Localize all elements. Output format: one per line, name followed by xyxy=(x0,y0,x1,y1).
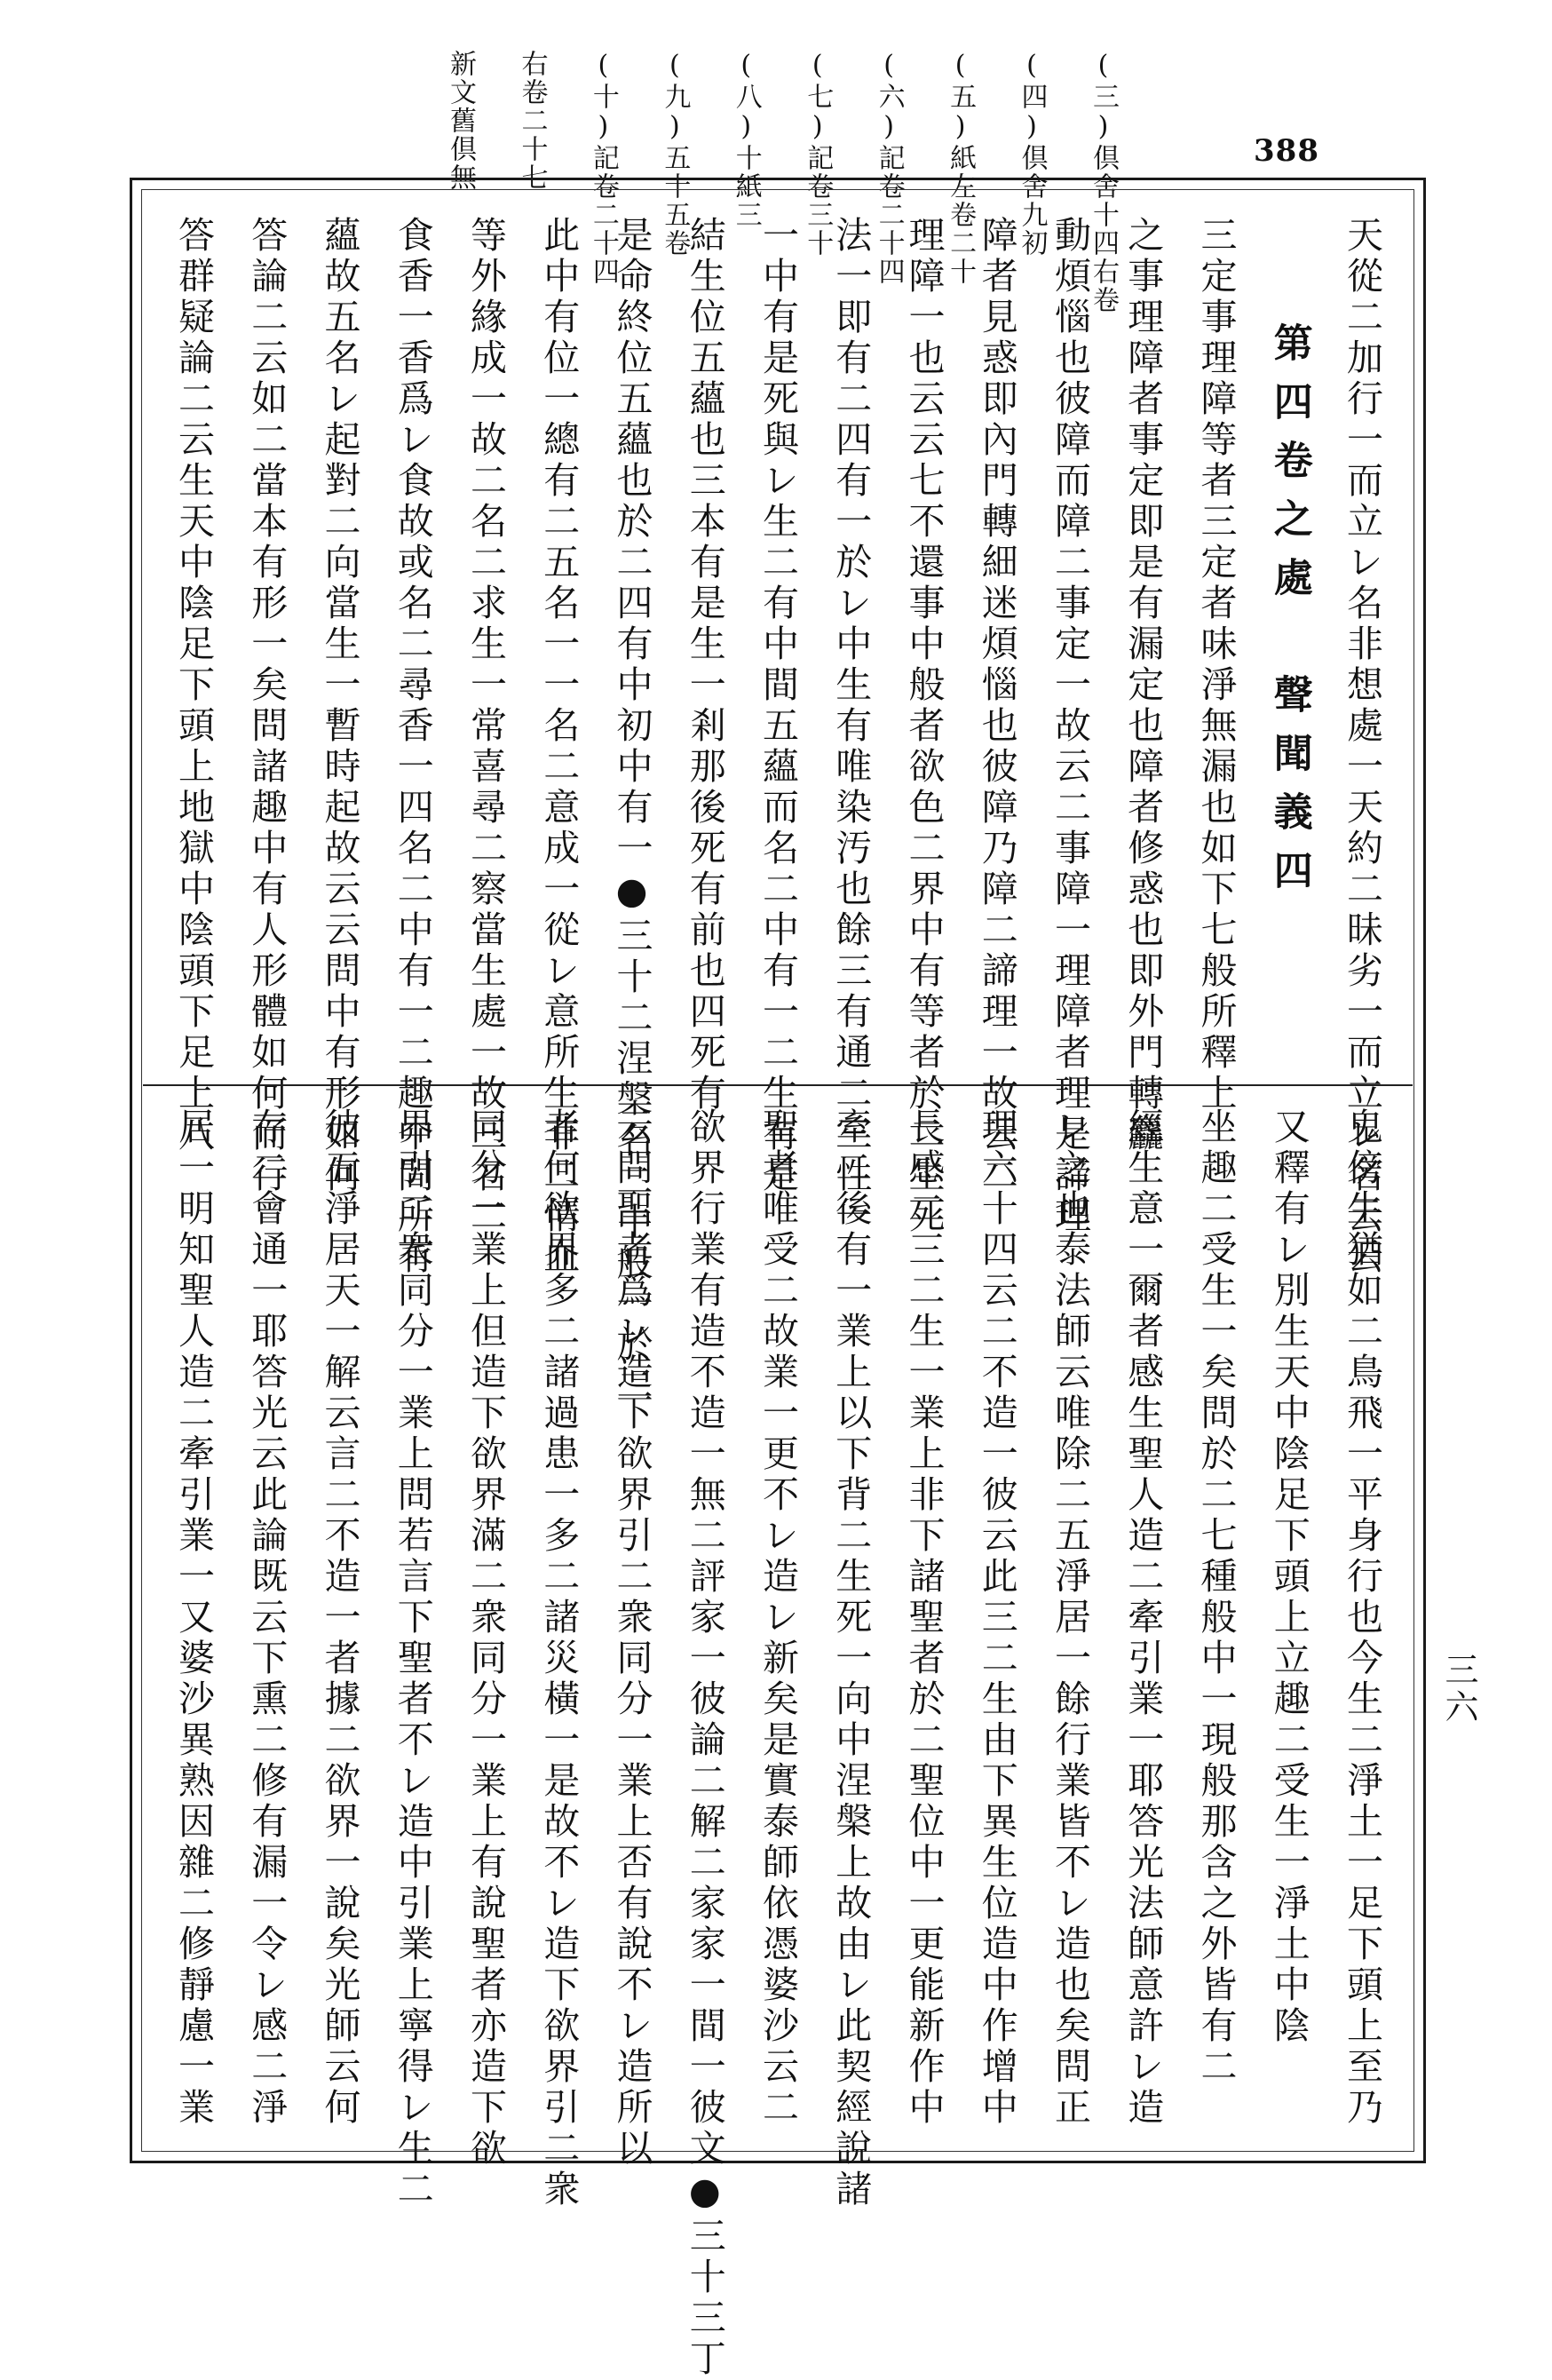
upper-text-block xyxy=(168,216,1388,1407)
upper-column-1: 天從二加行一而立レ名非想處一天約二昧劣一而立レ名云云 xyxy=(1341,216,1383,1278)
upper-column-12: 此中有位一總有二五名一一名二意成一從レ意所生非二情血 xyxy=(537,216,581,1278)
page-number: 388 xyxy=(1254,133,1319,169)
upper-column-3: 三定事理障等者三定者味淨無漏也如下七般所釋上 xyxy=(1194,216,1238,1115)
apparatus-note-9: 右卷二十七 xyxy=(516,50,548,192)
upper-column-4: 之事理障者事定即是有漏定也障者修惑也即外門轉麤 xyxy=(1121,216,1165,1155)
apparatus-notes xyxy=(444,50,1119,314)
lower-column-10: 欲界行業有造不造一無二評家一彼論二解二家家一間一彼文●三十三丁 xyxy=(683,1107,726,2380)
upper-column-10: 結生位五蘊也三本有是生一剎那後死有前也四死有 xyxy=(683,216,726,1115)
register-divider xyxy=(143,1084,1413,1086)
apparatus-note-6: (八)十紙三 xyxy=(730,50,762,229)
apparatus-note-10: 新文舊倶無 xyxy=(445,50,476,192)
apparatus-note-3: (五)紙左卷二十 xyxy=(945,50,977,286)
folio-number: 三六 xyxy=(1439,1652,1478,1726)
upper-column-5: 動煩惱也彼障而障二事定一故云二事障一理障者理是諦理 xyxy=(1049,216,1091,1237)
lower-column-4: 經生意一爾者感生聖人造二牽引業一耶答光法師意許レ造 xyxy=(1121,1107,1165,2129)
apparatus-note-4: (六)記卷二十四 xyxy=(873,50,905,286)
lower-column-17: 居一明知聖人造二牽引業一又婆沙異熟因雜二修靜慮一業 xyxy=(172,1107,215,2129)
lower-column-2: 又釋有レ別生天中陰足下頭上立趣二受生一淨土中陰 xyxy=(1267,1107,1310,2047)
lower-column-12: 者何欲界多二諸過患一多二諸災橫一是故不レ造下欲界引二衆 xyxy=(537,1107,581,2210)
upper-column-6: 障者見惑即內門轉細迷煩惱也彼障乃障二諦理一故云二 xyxy=(975,216,1018,1196)
apparatus-note-8: (十)記卷二十四 xyxy=(587,50,619,286)
apparatus-note-1: (三)倶舍十四右卷 xyxy=(1087,50,1119,314)
lower-column-14: 界引二衆同分一業上問若言下聖者不レ造中引業上寧得レ生二 xyxy=(391,1107,434,2210)
apparatus-note-7: (九)五十五卷 xyxy=(659,50,691,258)
upper-column-7: 理障一也云云七不還事中般者欲色二界中有等者於二生死 xyxy=(902,216,946,1237)
lower-column-6: 理六十四云二不造一彼云此三二生由下異生位造中作增中 xyxy=(975,1107,1018,2129)
lower-text-block xyxy=(168,1107,1388,2380)
lower-column-16: 存二會通一耶答光云此論既云下熏二修有漏一令レ感二淨 xyxy=(245,1107,289,2129)
lower-column-15: 彼五淨居天一解云言二不造一者據二欲界一說矣光師云何 xyxy=(318,1107,361,2129)
upper-column-16: 答論二云如二當本有形一矣問諸趣中有人形體如何而行 xyxy=(245,216,289,1196)
lower-column-8: 牽二後有一業上以下背二生死一向中涅槃上故由レ此契經說諸 xyxy=(829,1107,873,2210)
lower-column-9: 聖者唯受二故業一更不レ造レ新矣是實泰師依憑婆沙云二 xyxy=(756,1107,799,2129)
lower-column-11: 云問聖者爲レ造下欲界引二衆同分一業上否有說不レ造所以 xyxy=(610,1107,653,2170)
upper-column-13: 等外緣成一故二名二求生一常喜尋二察當生處一故三名二 xyxy=(464,216,507,1237)
upper-column-9: 一中有是死與レ生二有中間五蘊而名二中有一二生有是 xyxy=(756,216,799,1196)
apparatus-note-5: (七)記卷三十 xyxy=(802,50,834,258)
upper-column-15: 蘊故五名レ起對二向當生一暫時起故云云問中有形如何 xyxy=(318,216,361,1196)
lower-column-1: 鬼傍生猶如二鳥飛一平身行也今生二淨土一足下頭上至乃 xyxy=(1341,1107,1383,2129)
lower-column-3: 坐趣二受生一矣問於二七種般中一現般那含之外皆有二 xyxy=(1194,1107,1238,2088)
upper-column-8: 法一即有二四有一於レ中生有唯染汚也餘三有通二三性一 xyxy=(829,216,873,1237)
upper-column-17: 答群疑論二云生天中陰足下頭上地獄中陰頭下足上八 xyxy=(172,216,215,1155)
lower-column-7: 長感二三二生一業上非下諸聖者於二聖位中一更能新作中 xyxy=(902,1107,946,2129)
page-frame xyxy=(130,178,1426,2380)
upper-column-14: 食香一香爲レ食故或名二尋香一四名二中有一二趣中間所有 xyxy=(391,216,434,1278)
upper-column-11: 是命終位五蘊也於二四有中初中有一●三十二涅槃名二中般一於二 xyxy=(610,216,653,1407)
lower-column-5: レ之也泰法師云唯除二五淨居一餘行業皆不レ造也矣問正 xyxy=(1049,1107,1091,2129)
upper-column-2: 第四卷之處 聲聞義四 xyxy=(1266,322,1312,908)
lower-column-13: 同分一業上但造下欲界滿二衆同分一業上有說聖者亦造下欲 xyxy=(464,1107,507,2170)
apparatus-note-2: (四)倶舍九初 xyxy=(1016,50,1048,258)
